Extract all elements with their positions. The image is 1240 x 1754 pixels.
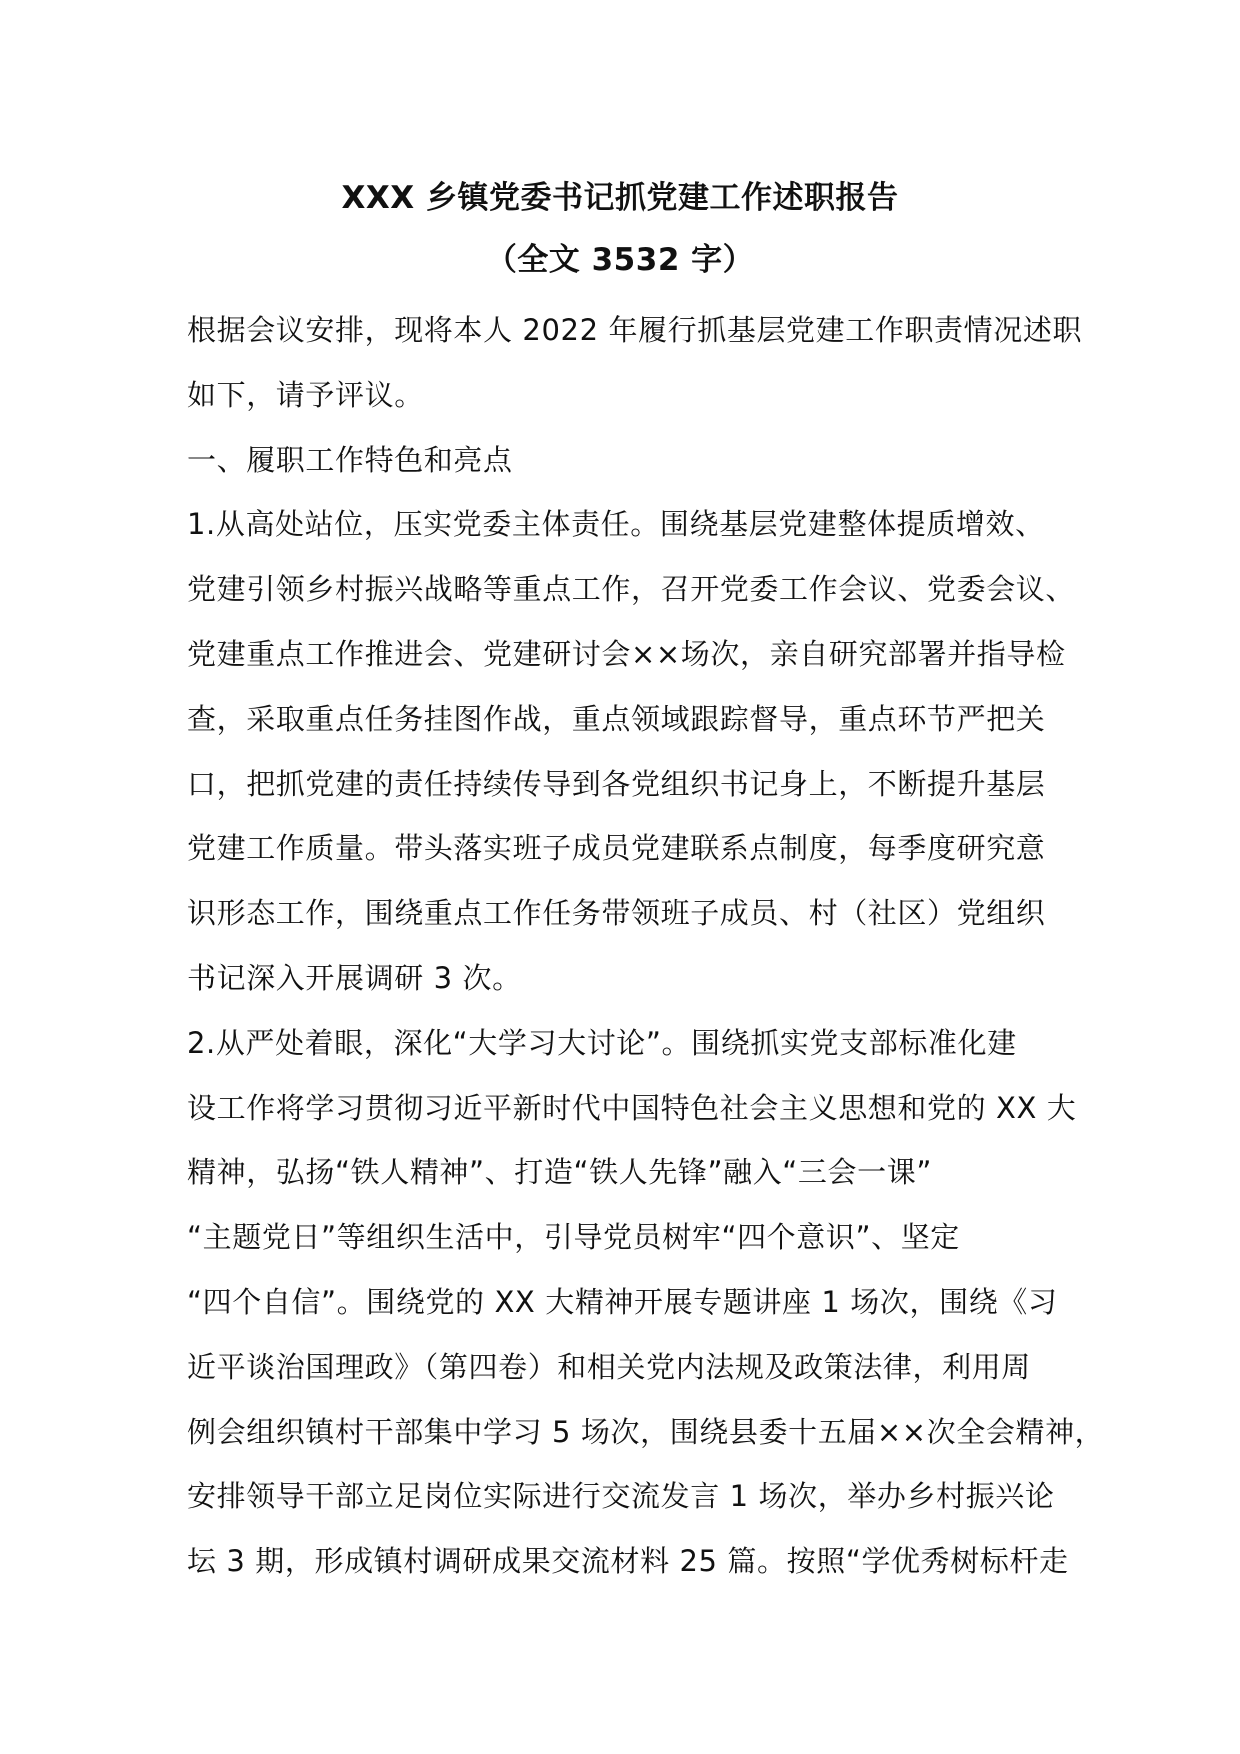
- body-line: 1.从高处站位，压实党委主体责任。围绕基层党建整体提质增效、: [187, 507, 1045, 542]
- body-line: 查，采取重点任务挂图作战，重点领域跟踪督导，重点环节严把关: [187, 701, 1046, 736]
- body-line: 例会组织镇村干部集中学习 5 场次，围绕县委十五届××次全会精神，: [187, 1414, 1105, 1449]
- body-line: “主题党日”等组织生活中，引导党员树牢“四个意识”、坚定: [187, 1220, 960, 1255]
- body-line: 如下，请予评议。: [187, 377, 424, 412]
- body-line: 识形态工作，围绕重点工作任务带领班子成员、村（社区）党组织: [187, 896, 1046, 931]
- body-line: 设工作将学习贯彻习近平新时代中国特色社会主义思想和党的 XX 大: [187, 1090, 1077, 1125]
- body-line: 坛 3 期，形成镇村调研成果交流材料 25 篇。按照“学优秀树标杆走: [187, 1544, 1069, 1579]
- body-line: 党建重点工作推进会、党建研讨会××场次，亲自研究部署并指导检: [187, 636, 1066, 671]
- body-line: 安排领导干部立足岗位实际进行交流发言 1 场次，举办乡村振兴论: [187, 1479, 1055, 1514]
- section-heading: 一、履职工作特色和亮点: [187, 442, 513, 477]
- body-line: “四个自信”。围绕党的 XX 大精神开展专题讲座 1 场次，围绕《习: [187, 1284, 1058, 1319]
- document-body: [187, 298, 1105, 1594]
- body-line: 2.从严处着眼，深化“大学习大讨论”。围绕抓实党支部标准化建: [187, 1025, 1017, 1060]
- body-line: 党建工作质量。带头落实班子成员党建联系点制度，每季度研究意: [187, 831, 1046, 866]
- document-title: XXX 乡镇党委书记抓党建工作述职报告: [341, 180, 899, 216]
- body-line: 近平谈治国理政》（第四卷）和相关党内法规及政策法律，利用周: [187, 1349, 1031, 1384]
- body-line: 口，把抓党建的责任持续传导到各党组织书记身上，不断提升基层: [187, 766, 1046, 801]
- body-line: 书记深入开展调研 3 次。: [187, 960, 522, 995]
- body-line: 党建引领乡村振兴战略等重点工作，召开党委工作会议、党委会议、: [187, 572, 1076, 607]
- document-subtitle: （全文 3532 字）: [485, 242, 755, 278]
- body-line: 根据会议安排，现将本人 2022 年履行抓基层党建工作职责情况述职: [187, 313, 1083, 347]
- body-line: 精神，弘扬“铁人精神”、打造“铁人先锋”融入“三会一课”: [187, 1155, 932, 1190]
